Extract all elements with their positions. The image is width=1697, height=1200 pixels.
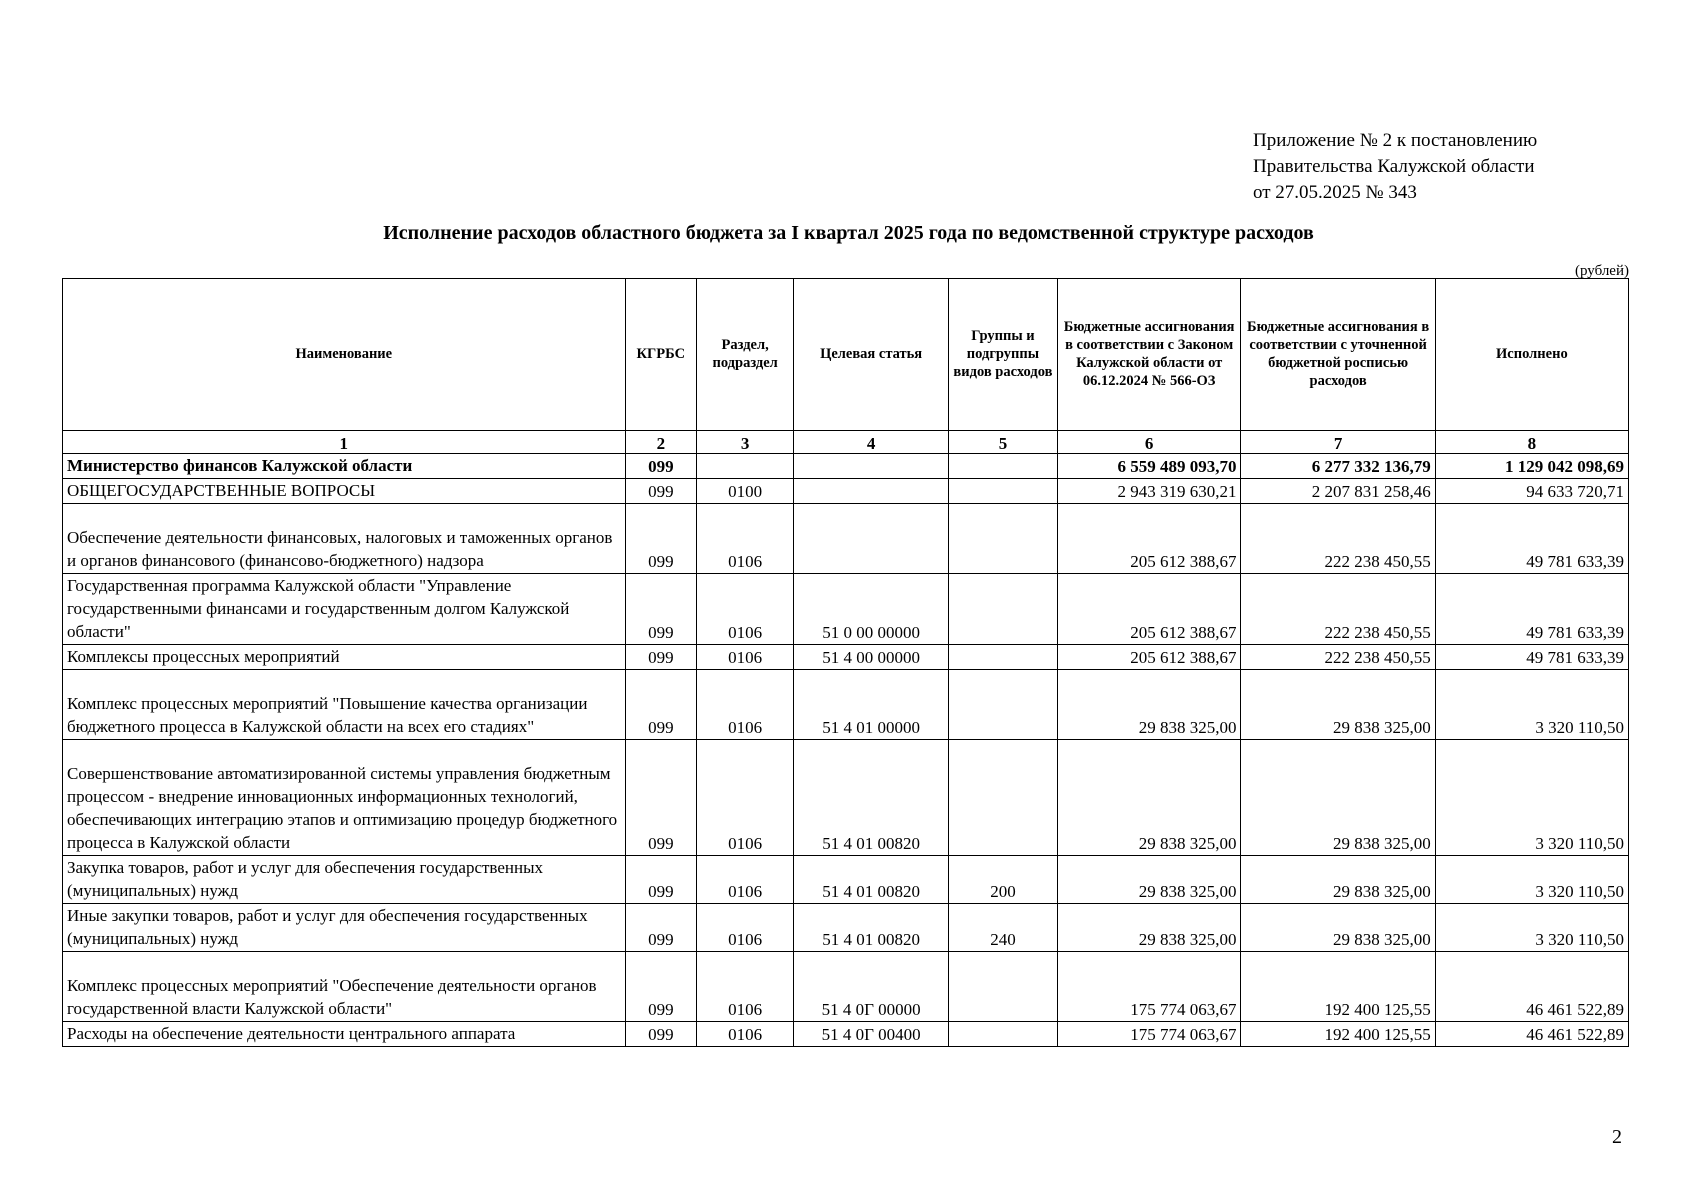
cell-executed-amount: 94 633 720,71 (1435, 479, 1628, 504)
cell-executed-amount: 1 129 042 098,69 (1435, 454, 1628, 479)
cell-name: Комплекс процессных мероприятий "Обеспечение деятельности органов государственной власти Калужской области" (63, 952, 626, 1022)
cell-refined-amount: 29 838 325,00 (1241, 740, 1435, 856)
cell-executed-amount: 49 781 633,39 (1435, 645, 1628, 670)
cell-group (949, 479, 1058, 504)
header-executed: Исполнено (1435, 279, 1628, 431)
cell-refined-amount: 222 238 450,55 (1241, 574, 1435, 645)
cell-section: 0106 (697, 856, 794, 904)
document-title: Исполнение расходов областного бюджета за I квартал 2025 года по ведомственной структуре расходов (383, 222, 1314, 244)
cell-law-amount: 29 838 325,00 (1057, 670, 1241, 740)
cell-target: 51 4 01 00820 (794, 904, 949, 952)
table-row (63, 740, 1629, 856)
cell-kgrbs: 099 (625, 479, 697, 504)
cell-target: 51 4 01 00000 (794, 670, 949, 740)
cell-target (794, 454, 949, 479)
table-row (63, 454, 1629, 479)
cell-section: 0106 (697, 904, 794, 952)
cell-name: Совершенствование автоматизированной системы управления бюджетным процессом - внедрение инновационных информационных технологий, обеспечивающих интеграцию этапов и оптимизацию процедур бюджетного процесса в Калужской области (63, 740, 626, 856)
cell-kgrbs: 099 (625, 904, 697, 952)
appendix-line: Приложение № 2 к постановлению (1253, 130, 1538, 151)
cell-name: Министерство финансов Калужской области (63, 454, 626, 479)
cell-group (949, 454, 1058, 479)
table-header-row (63, 279, 1629, 431)
cell-group (949, 670, 1058, 740)
column-number: 2 (625, 431, 697, 454)
table-row (63, 645, 1629, 670)
cell-kgrbs: 099 (625, 740, 697, 856)
column-number: 8 (1435, 431, 1628, 454)
appendix-line: от 27.05.2025 № 343 (1253, 182, 1417, 203)
header-name: Наименование (63, 279, 626, 431)
cell-law-amount: 2 943 319 630,21 (1057, 479, 1241, 504)
cell-kgrbs: 099 (625, 952, 697, 1022)
cell-kgrbs: 099 (625, 1022, 697, 1047)
column-number: 5 (949, 431, 1058, 454)
header-target: Целевая статья (794, 279, 949, 431)
cell-group: 240 (949, 904, 1058, 952)
cell-name: Обеспечение деятельности финансовых, налоговых и таможенных органов и органов финансового (финансово-бюджетного) надзора (63, 504, 626, 574)
cell-refined-amount: 29 838 325,00 (1241, 670, 1435, 740)
cell-law-amount: 205 612 388,67 (1057, 645, 1241, 670)
cell-section: 0106 (697, 574, 794, 645)
cell-name: Расходы на обеспечение деятельности центрального аппарата (63, 1022, 626, 1047)
cell-name: Государственная программа Калужской области "Управление государственными финансами и государственным долгом Калужской области" (63, 574, 626, 645)
units-label: (рублей) (1574, 263, 1629, 279)
column-number: 1 (63, 431, 626, 454)
cell-refined-amount: 192 400 125,55 (1241, 952, 1435, 1022)
appendix-line: Правительства Калужской области (1253, 156, 1535, 177)
cell-refined-amount: 222 238 450,55 (1241, 504, 1435, 574)
cell-executed-amount: 3 320 110,50 (1435, 856, 1628, 904)
cell-refined-amount: 6 277 332 136,79 (1241, 454, 1435, 479)
cell-kgrbs: 099 (625, 645, 697, 670)
cell-refined-amount: 222 238 450,55 (1241, 645, 1435, 670)
column-number: 4 (794, 431, 949, 454)
cell-target: 51 0 00 00000 (794, 574, 949, 645)
cell-group (949, 574, 1058, 645)
header-section: Раздел, подраздел (697, 279, 794, 431)
cell-target: 51 4 00 00000 (794, 645, 949, 670)
cell-kgrbs: 099 (625, 504, 697, 574)
table-row (63, 952, 1629, 1022)
cell-law-amount: 205 612 388,67 (1057, 574, 1241, 645)
cell-kgrbs: 099 (625, 670, 697, 740)
cell-executed-amount: 49 781 633,39 (1435, 574, 1628, 645)
table-row (63, 904, 1629, 952)
cell-section: 0106 (697, 645, 794, 670)
cell-law-amount: 205 612 388,67 (1057, 504, 1241, 574)
cell-law-amount: 175 774 063,67 (1057, 952, 1241, 1022)
cell-section: 0106 (697, 740, 794, 856)
cell-law-amount: 29 838 325,00 (1057, 740, 1241, 856)
table-row (63, 479, 1629, 504)
table-row (63, 1022, 1629, 1047)
cell-target: 51 4 0Г 00000 (794, 952, 949, 1022)
cell-target (794, 479, 949, 504)
cell-refined-amount: 192 400 125,55 (1241, 1022, 1435, 1047)
cell-group (949, 952, 1058, 1022)
column-number: 6 (1057, 431, 1241, 454)
cell-executed-amount: 49 781 633,39 (1435, 504, 1628, 574)
appendix-reference (1253, 128, 1537, 206)
cell-name: ОБЩЕГОСУДАРСТВЕННЫЕ ВОПРОСЫ (63, 479, 626, 504)
table-row (63, 856, 1629, 904)
cell-law-amount: 29 838 325,00 (1057, 856, 1241, 904)
cell-group (949, 1022, 1058, 1047)
cell-law-amount: 29 838 325,00 (1057, 904, 1241, 952)
cell-target: 51 4 0Г 00400 (794, 1022, 949, 1047)
cell-section (697, 454, 794, 479)
cell-law-amount: 6 559 489 093,70 (1057, 454, 1241, 479)
cell-section: 0106 (697, 504, 794, 574)
header-groups: Группы и подгруппы видов расходов (949, 279, 1058, 431)
cell-section: 0100 (697, 479, 794, 504)
cell-group (949, 504, 1058, 574)
column-number: 7 (1241, 431, 1435, 454)
cell-target (794, 504, 949, 574)
table-row (63, 670, 1629, 740)
cell-target: 51 4 01 00820 (794, 740, 949, 856)
cell-name: Комплексы процессных мероприятий (63, 645, 626, 670)
cell-section: 0106 (697, 952, 794, 1022)
cell-refined-amount: 29 838 325,00 (1241, 904, 1435, 952)
header-refined: Бюджетные ассигнования в соответствии с уточненной бюджетной росписью расходов (1241, 279, 1435, 431)
cell-executed-amount: 46 461 522,89 (1435, 952, 1628, 1022)
column-number: 3 (697, 431, 794, 454)
cell-executed-amount: 46 461 522,89 (1435, 1022, 1628, 1047)
cell-name: Комплекс процессных мероприятий "Повышение качества организации бюджетного процесса в Калужской области на всех его стадиях" (63, 670, 626, 740)
cell-refined-amount: 29 838 325,00 (1241, 856, 1435, 904)
cell-group: 200 (949, 856, 1058, 904)
cell-section: 0106 (697, 1022, 794, 1047)
cell-executed-amount: 3 320 110,50 (1435, 740, 1628, 856)
cell-name: Закупка товаров, работ и услуг для обеспечения государственных (муниципальных) нужд (63, 856, 626, 904)
cell-executed-amount: 3 320 110,50 (1435, 904, 1628, 952)
page-number: 2 (1612, 1126, 1622, 1148)
cell-group (949, 645, 1058, 670)
header-law: Бюджетные ассигнования в соответствии с Законом Калужской области от 06.12.2024 № 566-ОЗ (1057, 279, 1241, 431)
cell-group (949, 740, 1058, 856)
header-kgrbs: КГРБС (625, 279, 697, 431)
cell-refined-amount: 2 207 831 258,46 (1241, 479, 1435, 504)
cell-target: 51 4 01 00820 (794, 856, 949, 904)
cell-name: Иные закупки товаров, работ и услуг для обеспечения государственных (муниципальных) нужд (63, 904, 626, 952)
cell-executed-amount: 3 320 110,50 (1435, 670, 1628, 740)
cell-kgrbs: 099 (625, 454, 697, 479)
table-row (63, 574, 1629, 645)
cell-law-amount: 175 774 063,67 (1057, 1022, 1241, 1047)
table-row (63, 504, 1629, 574)
table-body (63, 454, 1629, 1047)
budget-table (62, 278, 1629, 1047)
cell-kgrbs: 099 (625, 856, 697, 904)
cell-section: 0106 (697, 670, 794, 740)
column-number-row (63, 431, 1629, 454)
cell-kgrbs: 099 (625, 574, 697, 645)
